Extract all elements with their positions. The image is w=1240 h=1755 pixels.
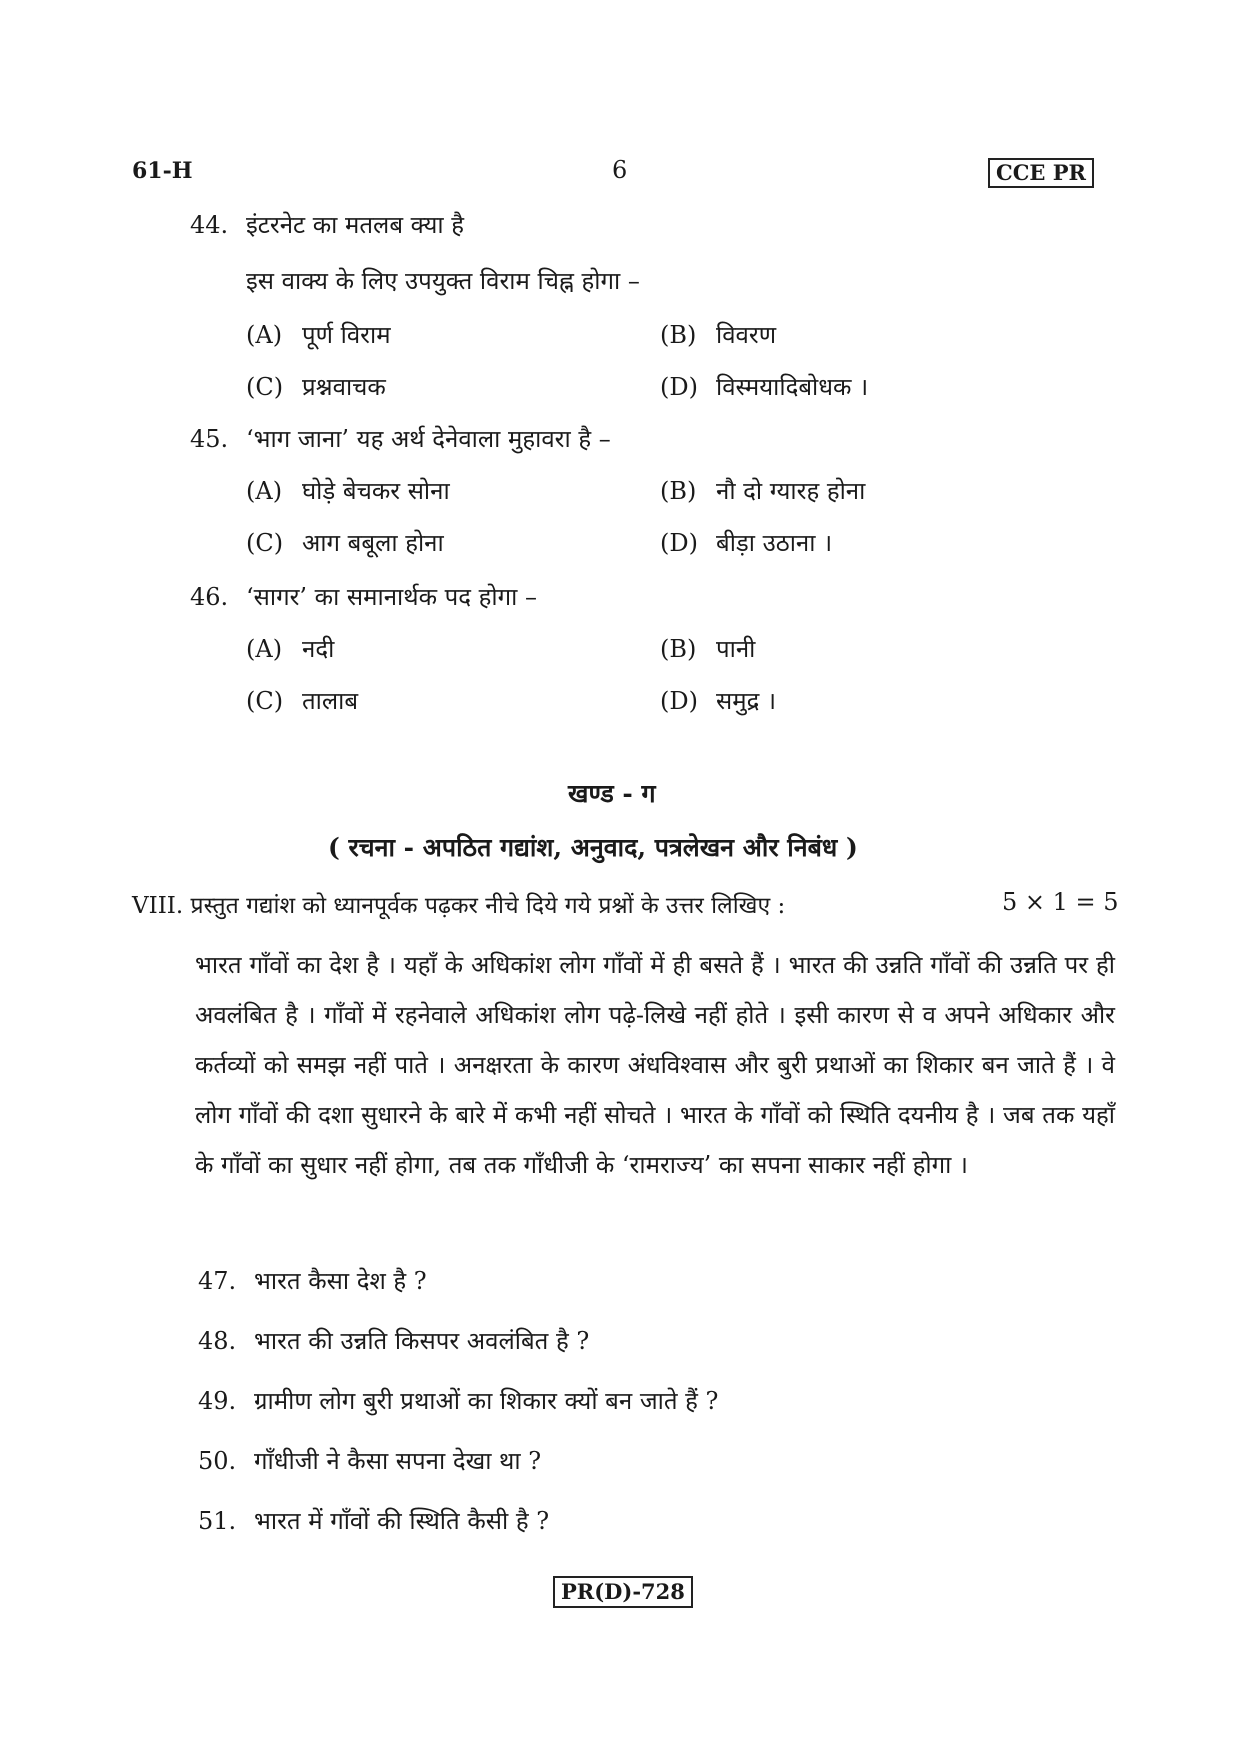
question-50 bbox=[198, 1444, 541, 1477]
option-text: पानी bbox=[716, 635, 756, 663]
option-44-a bbox=[246, 318, 391, 351]
option-text: नदी bbox=[302, 635, 335, 663]
option-45-c bbox=[246, 526, 444, 559]
option-label: (A) bbox=[246, 321, 283, 349]
question-text: ग्रामीण लोग बुरी प्रथाओं का शिकार क्यों बन जाते हैं ? bbox=[254, 1387, 719, 1415]
option-text: विस्मयादिबोधक । bbox=[716, 373, 869, 401]
option-46-c bbox=[246, 684, 358, 717]
question-45 bbox=[190, 422, 611, 455]
option-label: (C) bbox=[246, 687, 284, 715]
question-text: इंटरनेट का मतलब क्या है bbox=[246, 211, 465, 239]
question-48 bbox=[198, 1324, 589, 1357]
section-title: खण्ड - ग bbox=[568, 779, 656, 808]
series-code-box: CCE PR bbox=[988, 158, 1094, 188]
question-text: ‘भाग जाना’ यह अर्थ देनेवाला मुहावरा है – bbox=[246, 425, 611, 453]
option-46-d bbox=[660, 684, 776, 717]
footer-code-box: PR(D)-728 bbox=[553, 1576, 693, 1608]
option-46-a bbox=[246, 632, 334, 665]
question-44-subtext: इस वाक्य के लिए उपयुक्त विराम चिह्न होगा – bbox=[246, 267, 640, 295]
question-number: 46. bbox=[190, 583, 229, 611]
question-47 bbox=[198, 1264, 427, 1297]
question-text: भारत कैसा देश है ? bbox=[254, 1267, 427, 1295]
question-number: 48. bbox=[198, 1327, 237, 1355]
option-text: घोड़े बेचकर सोना bbox=[302, 477, 450, 505]
option-46-b bbox=[660, 632, 755, 665]
instruction-text: प्रस्तुत गद्यांश को ध्यानपूर्वक पढ़कर नीचे दिये गये प्रश्नों के उत्तर लिखिए : bbox=[190, 893, 786, 919]
question-51 bbox=[198, 1504, 549, 1537]
question-number: 47. bbox=[198, 1267, 237, 1295]
option-text: प्रश्नवाचक bbox=[302, 373, 386, 401]
part-number: VIII. bbox=[132, 893, 184, 919]
option-44-b bbox=[660, 318, 776, 351]
question-text: गाँधीजी ने कैसा सपना देखा था ? bbox=[254, 1447, 542, 1475]
question-number: 50. bbox=[198, 1447, 237, 1475]
question-text: ‘सागर’ का समानार्थक पद होगा – bbox=[246, 583, 537, 611]
question-number: 45. bbox=[190, 425, 229, 453]
question-49 bbox=[198, 1384, 718, 1417]
option-label: (C) bbox=[246, 373, 284, 401]
option-text: बीड़ा उठाना । bbox=[716, 529, 833, 557]
marks-allocation: 5 × 1 = 5 bbox=[1002, 888, 1119, 916]
part-viii-instruction bbox=[132, 888, 785, 920]
option-text: विवरण bbox=[716, 321, 777, 349]
option-label: (B) bbox=[660, 321, 697, 349]
question-44 bbox=[190, 208, 464, 241]
question-text: भारत की उन्नति किसपर अवलंबित है ? bbox=[254, 1327, 590, 1355]
question-46 bbox=[190, 580, 537, 613]
option-45-d bbox=[660, 526, 832, 559]
option-label: (A) bbox=[246, 635, 283, 663]
option-label: (B) bbox=[660, 477, 697, 505]
option-45-b bbox=[660, 474, 865, 507]
option-label: (D) bbox=[660, 687, 698, 715]
question-number: 44. bbox=[190, 211, 229, 239]
page-number: 6 bbox=[612, 156, 628, 184]
paper-code: 61-H bbox=[132, 158, 193, 184]
option-text: आग बबूला होना bbox=[302, 529, 444, 557]
option-label: (D) bbox=[660, 373, 698, 401]
option-45-a bbox=[246, 474, 450, 507]
option-label: (C) bbox=[246, 529, 284, 557]
unseen-passage: भारत गाँवों का देश है । यहाँ के अधिकांश लोग गाँवों में ही बसते हैं । भारत की उन्नति गाँवों की उन्नति पर ही अवलंबित है । गाँवों में रहनेवाले अधिकांश लोग पढ़े-लिखे नहीं होते । इसी कारण से व अपने अधिकार और कर्तव्यों को समझ नहीं पाते । अनक्षरता के कारण अंधविश्वास और बुरी प्रथाओं का शिकार बन जाते हैं । वे लोग गाँवों की दशा सुधारने के बारे में कभी नहीं सोचते । भारत के गाँवों को स्थिति दयनीय है । जब तक यहाँ के गाँवों का सुधार नहीं होगा, तब तक गाँधीजी के ‘रामराज्य’ का सपना साकार नहीं होगा । bbox=[195, 951, 1115, 1179]
option-text: पूर्ण विराम bbox=[302, 321, 391, 349]
option-label: (B) bbox=[660, 635, 697, 663]
option-text: समुद्र । bbox=[716, 687, 777, 715]
option-text: तालाब bbox=[302, 687, 359, 715]
option-label: (A) bbox=[246, 477, 283, 505]
section-subtitle: ( रचना - अपठित गद्यांश, अनुवाद, पत्रलेखन और निबंध ) bbox=[328, 833, 858, 862]
option-label: (D) bbox=[660, 529, 698, 557]
option-44-c bbox=[246, 370, 386, 403]
question-number: 49. bbox=[198, 1387, 237, 1415]
question-text: भारत में गाँवों की स्थिति कैसी है ? bbox=[254, 1507, 550, 1535]
option-44-d bbox=[660, 370, 868, 403]
question-number: 51. bbox=[198, 1507, 237, 1535]
option-text: नौ दो ग्यारह होना bbox=[716, 477, 866, 505]
